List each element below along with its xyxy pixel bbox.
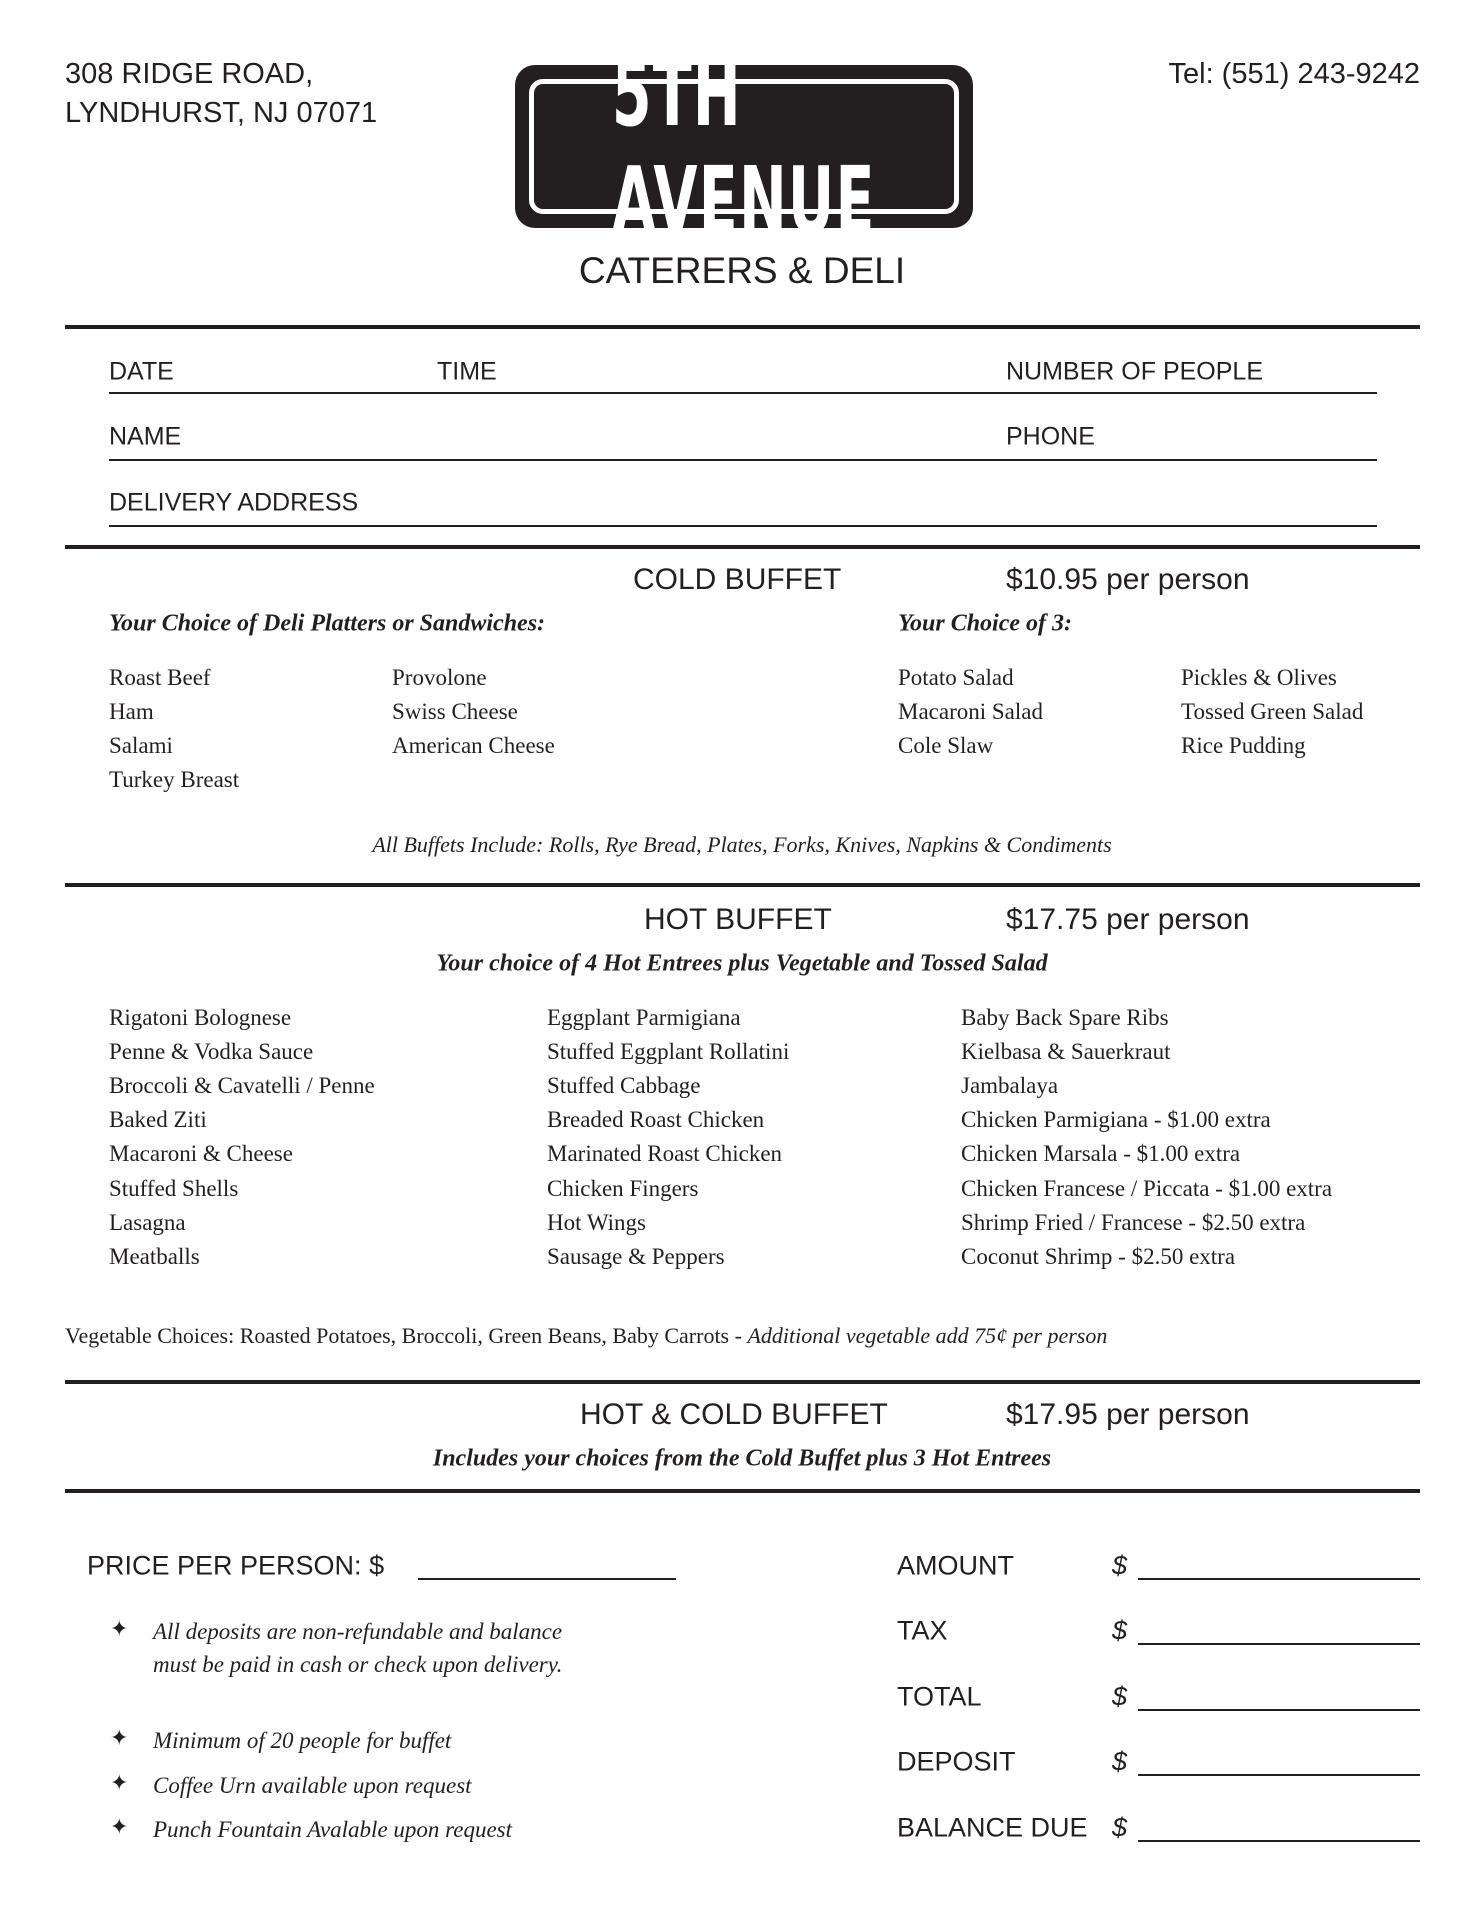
menu-item: Salami (109, 733, 173, 758)
policy-note: Coffee Urn available upon request (153, 1773, 472, 1798)
menu-item: American Cheese (392, 733, 555, 758)
divider (65, 883, 1420, 887)
policy-note: must be paid in cash or check upon delivery. (153, 1652, 563, 1677)
menu-item: Stuffed Cabbage (547, 1073, 701, 1099)
menu-item: Eggplant Parmigiana (547, 1005, 741, 1030)
address-label: DELIVERY ADDRESS (109, 488, 359, 517)
hot-buffet-price: $17.75 per person (1006, 903, 1250, 936)
logo-text: 5TH AVENUE (612, 39, 876, 254)
people-label: NUMBER OF PEOPLE (1006, 357, 1263, 386)
menu-item: Meatballs (109, 1243, 200, 1269)
address-field[interactable] (109, 525, 1377, 527)
menu-item: Shrimp Fried / Francese - $2.50 extra (961, 1209, 1306, 1235)
menu-item: Chicken Francese / Piccata - $1.00 extra (961, 1175, 1333, 1201)
total-field[interactable] (1138, 1578, 1420, 1580)
menu-item: Chicken Marsala - $1.00 extra (961, 1141, 1241, 1167)
name-label: NAME (109, 422, 182, 451)
hot-cold-title: HOT & COLD BUFFET (580, 1398, 888, 1431)
bullet-icon: ✦ (110, 1616, 129, 1641)
menu-item: Rice Pudding (1181, 733, 1306, 758)
menu-item: Broccoli & Cavatelli / Penne (109, 1073, 375, 1099)
menu-item: Pickles & Olives (1181, 665, 1337, 690)
total-label: AMOUNT (897, 1550, 1014, 1581)
vegetable-choices (65, 1323, 1107, 1349)
divider (65, 325, 1420, 329)
total-field[interactable] (1138, 1643, 1420, 1645)
vegetable-list: Vegetable Choices: Roasted Potatoes, Broccoli, Green Beans, Baby Carrots - (65, 1323, 748, 1348)
cold-subhead-left: Your Choice of Deli Platters or Sandwiches: (109, 610, 546, 637)
dollar-sign: $ (1112, 1746, 1128, 1777)
cold-buffet-title: COLD BUFFET (633, 563, 842, 596)
cold-buffet-price: $10.95 per person (1006, 563, 1250, 596)
logo (515, 39, 973, 254)
bullet-icon: ✦ (110, 1770, 129, 1795)
hot-cold-price: $17.95 per person (1006, 1398, 1250, 1431)
policy-note: All deposits are non-refundable and balance (153, 1619, 563, 1644)
menu-item: Lasagna (109, 1209, 186, 1235)
menu-item: Coconut Shrimp - $2.50 extra (961, 1243, 1236, 1269)
buffet-includes-note: All Buffets Include: Rolls, Rye Bread, Plates, Forks, Knives, Napkins & Condiments (372, 832, 1112, 857)
address-line-1: 308 RIDGE ROAD, (65, 58, 314, 90)
total-label: TAX (897, 1615, 948, 1646)
menu-item: Baby Back Spare Ribs (961, 1005, 1169, 1030)
menu-item: Hot Wings (547, 1209, 646, 1235)
dollar-sign: $ (1112, 1550, 1128, 1581)
dollar-sign: $ (1112, 1812, 1128, 1843)
divider (65, 1489, 1420, 1493)
divider (65, 545, 1420, 549)
menu-item: Chicken Fingers (547, 1175, 699, 1201)
bullet-icon: ✦ (110, 1814, 129, 1839)
menu-item: Sausage & Peppers (547, 1243, 725, 1269)
price-per-person-label: PRICE PER PERSON: $ (87, 1550, 385, 1581)
date-label: DATE (109, 357, 174, 386)
menu-item: Macaroni Salad (898, 699, 1043, 724)
hot-cold-subhead: Includes your choices from the Cold Buffet plus 3 Hot Entrees (432, 1445, 1052, 1472)
total-label: TOTAL (897, 1681, 982, 1712)
menu-item: Macaroni & Cheese (109, 1141, 293, 1167)
hot-subhead: Your choice of 4 Hot Entrees plus Vegetable and Tossed Salad (436, 950, 1048, 977)
price-per-person-field[interactable] (418, 1578, 676, 1580)
address-line-2: LYNDHURST, NJ 07071 (65, 97, 378, 129)
menu-item: Jambalaya (961, 1073, 1059, 1099)
dollar-sign: $ (1112, 1681, 1128, 1712)
phone-label: PHONE (1006, 422, 1095, 451)
menu-item: Stuffed Eggplant Rollatini (547, 1039, 790, 1065)
menu-item: Breaded Roast Chicken (547, 1107, 765, 1133)
menu-item: Roast Beef (109, 665, 211, 690)
menu-item: Penne & Vodka Sauce (109, 1039, 314, 1065)
hot-buffet-title: HOT BUFFET (644, 903, 832, 936)
policy-note: Punch Fountain Avalable upon request (153, 1817, 513, 1842)
menu-item: Rigatoni Bolognese (109, 1005, 292, 1030)
phone-number: Tel: (551) 243-9242 (1168, 58, 1420, 90)
total-label: BALANCE DUE (897, 1812, 1088, 1843)
policy-note: Minimum of 20 people for buffet (153, 1728, 452, 1753)
menu-item: Stuffed Shells (109, 1175, 239, 1201)
name-phone-field[interactable] (109, 459, 1377, 461)
cold-subhead-right: Your Choice of 3: (898, 610, 1072, 637)
menu-item: Provolone (392, 665, 487, 690)
menu-item: Tossed Green Salad (1181, 699, 1364, 724)
menu-item: Potato Salad (898, 665, 1014, 690)
menu-item: Ham (109, 699, 154, 724)
bullet-icon: ✦ (110, 1725, 129, 1750)
menu-item: Kielbasa & Sauerkraut (961, 1039, 1171, 1065)
menu-item: Swiss Cheese (392, 699, 518, 724)
total-field[interactable] (1138, 1840, 1420, 1842)
total-field[interactable] (1138, 1774, 1420, 1776)
vegetable-extra: Additional vegetable add 75¢ per person (747, 1323, 1108, 1348)
menu-item: Baked Ziti (109, 1107, 207, 1133)
menu-item: Cole Slaw (898, 733, 994, 758)
tagline: CATERERS & DELI (578, 250, 906, 291)
menu-item: Turkey Breast (109, 767, 240, 792)
total-label: DEPOSIT (897, 1746, 1016, 1777)
menu-item: Chicken Parmigiana - $1.00 extra (961, 1107, 1271, 1133)
divider (65, 1380, 1420, 1384)
total-field[interactable] (1138, 1709, 1420, 1711)
menu-item: Marinated Roast Chicken (547, 1141, 783, 1167)
date-time-people-field[interactable] (109, 392, 1377, 394)
time-label: TIME (437, 357, 497, 386)
dollar-sign: $ (1112, 1615, 1128, 1646)
